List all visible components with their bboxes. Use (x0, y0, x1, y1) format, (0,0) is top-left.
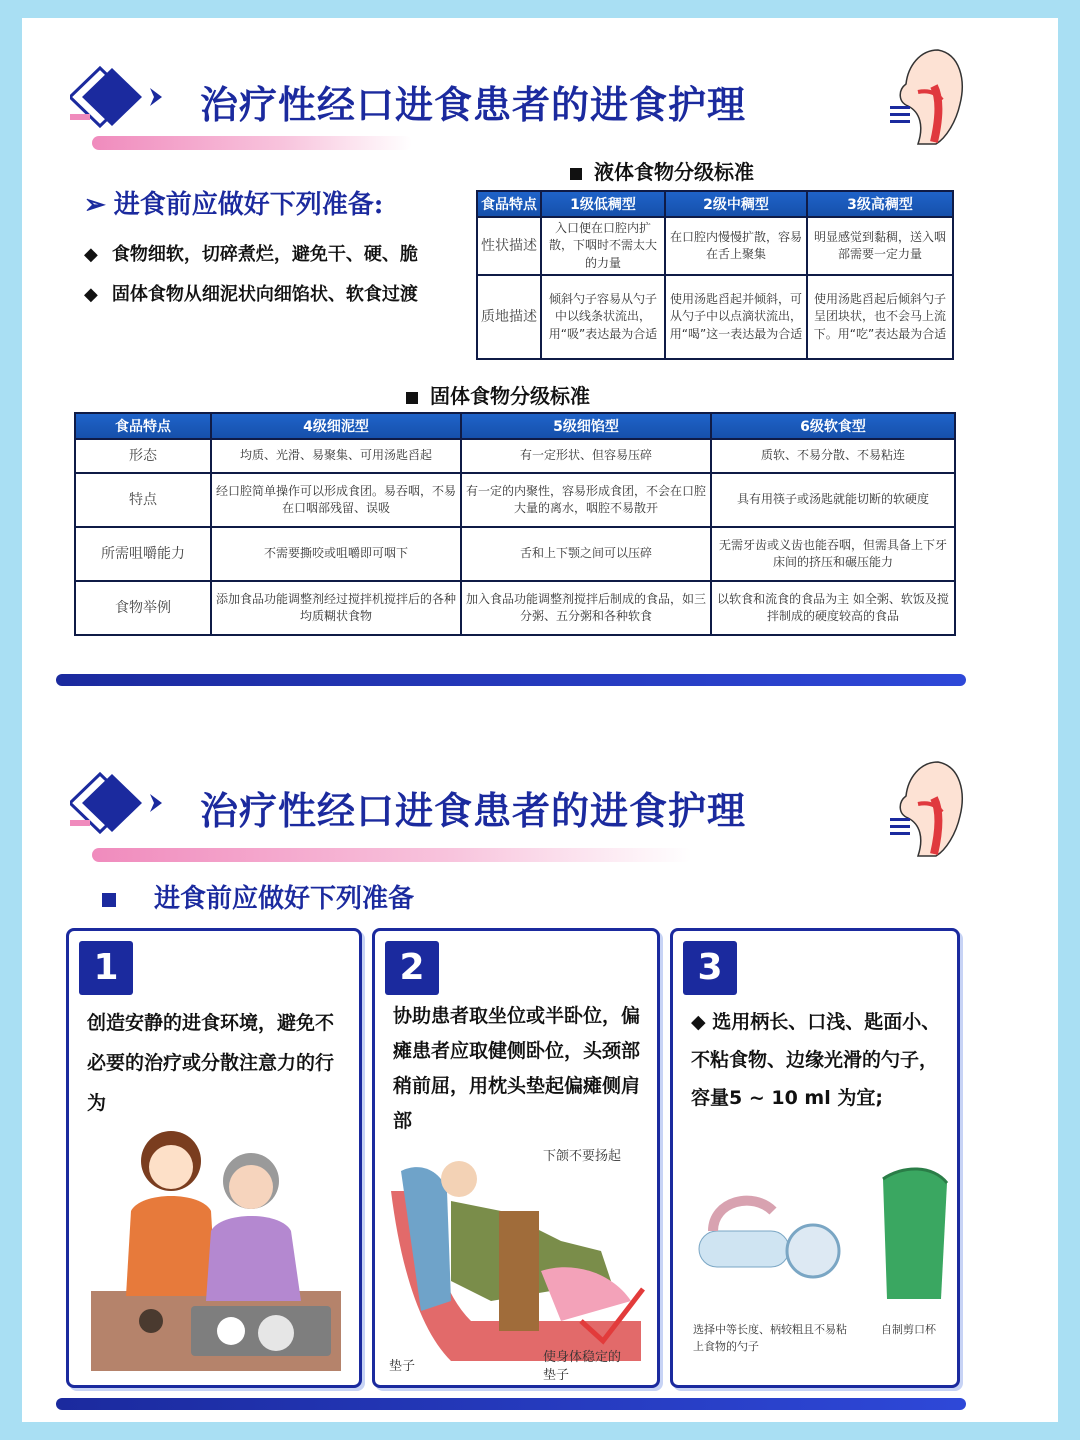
table-header: 6级软食型 (711, 413, 955, 439)
table-cell: 明显感觉到黏稠，送入咽部需要一定力量 (807, 217, 953, 275)
table-cell: 倾斜勺子容易从勺子中以线条状流出，用“吸”表达最为合适 (541, 275, 665, 359)
diamond-logo-icon (70, 62, 190, 132)
bottom-panel (22, 758, 1058, 1422)
bullet-text: 食物细软，切碎煮烂，避免干、硬、脆 (111, 244, 418, 265)
page-title: 治疗性经口进食患者的进食护理 (200, 788, 747, 833)
table-cell: 使用汤匙舀起后倾斜勺子呈团块状，也不会马上流下。用“吃”表达最为合适 (807, 275, 953, 359)
table-row (75, 439, 955, 473)
table-cell: 以软食和流食的食品为主 如全粥、软饭及搅拌制成的硬度较高的食品 (711, 581, 955, 635)
table-header: 4级细泥型 (211, 413, 461, 439)
throat-anatomy-icon (888, 758, 968, 858)
step-number-badge: 3 (683, 941, 737, 995)
table-cell: 具有用筷子或汤匙就能切断的软硬度 (711, 473, 955, 527)
sub-heading (102, 878, 414, 915)
bullet-item (84, 280, 418, 306)
table-header: 食品特点 (477, 191, 541, 217)
sub-heading-text: 进食前应做好下列准备 (154, 884, 415, 914)
table-cell: 有一定形状、但容易压碎 (461, 439, 711, 473)
caregiver-feeding-illustration (91, 1121, 341, 1371)
top-panel (22, 18, 1058, 708)
stable-pad-label: 使身体稳定的垫子 (543, 1350, 622, 1383)
prep-heading (84, 184, 383, 221)
diamond-bullet-icon: ◆ (84, 284, 98, 305)
step-number-badge: 2 (385, 941, 439, 995)
table-row (75, 527, 955, 581)
table-cell: 无需牙齿或义齿也能吞咽，但需具备上下牙床间的挤压和碾压能力 (711, 527, 955, 581)
row-label: 形态 (75, 439, 211, 473)
table-cell: 有一定的内聚性，容易形成食团，不会在口腔大量的离水，咽腔不易散开 (461, 473, 711, 527)
table-header: 5级细馅型 (461, 413, 711, 439)
arrow-icon: ➢ (84, 190, 106, 220)
row-label: 性状描述 (477, 217, 541, 275)
table-row (477, 217, 953, 275)
table-row (75, 581, 955, 635)
square-bullet-icon (570, 168, 582, 180)
table-cell: 使用汤匙舀起并倾斜，可从勺子中以点滴状流出，用“喝”这一表达最为合适 (665, 275, 807, 359)
card-text: 协助患者取坐位或半卧位，偏瘫患者应取健侧卧位，头颈部稍前屈，用枕头垫起偏瘫侧肩部 (393, 1005, 641, 1132)
spoon-caption: 选择中等长度、柄较粗且不易粘上食物的勺子 (693, 1323, 847, 1353)
square-bullet-icon (406, 392, 418, 404)
prep-card-2 (372, 928, 660, 1388)
row-label: 食物举例 (75, 581, 211, 635)
table-row (75, 473, 955, 527)
title-underline (92, 848, 692, 862)
diamond-logo-icon (70, 768, 190, 838)
bullet-text: 固体食物从细泥状向细馅状、软食过渡 (111, 284, 418, 305)
table-header: 2级中稠型 (665, 191, 807, 217)
infographic-sheet (22, 18, 1058, 1422)
pad-label: 垫子 (389, 1359, 416, 1374)
card-text: ◆ 选用柄长、口浅、匙面小、不粘食物、边缘光滑的勺子，容量5 ~ 10 ml 为宜; (691, 1011, 941, 1109)
diamond-bullet-icon: ◆ (84, 244, 98, 265)
divider-bar (56, 1398, 966, 1410)
table-cell: 在口腔内慢慢扩散，容易在舌上聚集 (665, 217, 807, 275)
square-bullet-icon (102, 893, 116, 907)
table-header: 3级高稠型 (807, 191, 953, 217)
prep-card-3 (670, 928, 960, 1388)
row-label: 质地描述 (477, 275, 541, 359)
bullet-item (84, 240, 418, 266)
table-row (477, 275, 953, 359)
table-cell: 加入食品功能调整剂搅拌后制成的食品，如三分粥、五分粥和各种软食 (461, 581, 711, 635)
solid-table-title (406, 380, 590, 409)
card-text: 创造安静的进食环境，避免不必要的治疗或分散注意力的行为 (87, 1012, 335, 1114)
page-title: 治疗性经口进食患者的进食护理 (200, 82, 747, 127)
prep-card-1 (66, 928, 362, 1388)
prep-heading-text: 进食前应做好下列准备: (113, 190, 384, 220)
chin-label: 下颌不要扬起 (543, 1149, 622, 1164)
solid-table-title-text: 固体食物分级标准 (430, 384, 590, 408)
solid-grading-table (74, 412, 956, 636)
table-cell: 舌和上下颚之间可以压碎 (461, 527, 711, 581)
row-label: 所需咀嚼能力 (75, 527, 211, 581)
divider-bar (56, 674, 966, 686)
cut-cup-illustration (873, 1159, 953, 1309)
liquid-table-title (570, 156, 754, 185)
step-number-badge: 1 (79, 941, 133, 995)
table-header: 1级低稠型 (541, 191, 665, 217)
row-label: 特点 (75, 473, 211, 527)
table-cell: 质软、不易分散、不易粘连 (711, 439, 955, 473)
table-cell: 经口腔简单操作可以形成食团。易吞咽，不易在口咽部残留、误吸 (211, 473, 461, 527)
liquid-table-title-text: 液体食物分级标准 (594, 160, 754, 184)
semi-reclined-patient-illustration (381, 1131, 655, 1381)
cup-caption: 自制剪口杯 (881, 1323, 936, 1336)
table-cell: 均质、光滑、易聚集、可用汤匙舀起 (211, 439, 461, 473)
table-cell: 入口便在口腔内扩散，下咽时不需太大的力量 (541, 217, 665, 275)
table-cell: 添加食品功能调整剂经过搅拌机搅拌后的各种均质糊状食物 (211, 581, 461, 635)
throat-anatomy-icon (888, 46, 968, 146)
table-cell: 不需要撕咬或咀嚼即可咽下 (211, 527, 461, 581)
spoon-illustration (693, 1171, 853, 1321)
title-underline (92, 136, 412, 150)
table-header: 食品特点 (75, 413, 211, 439)
liquid-grading-table (476, 190, 954, 360)
